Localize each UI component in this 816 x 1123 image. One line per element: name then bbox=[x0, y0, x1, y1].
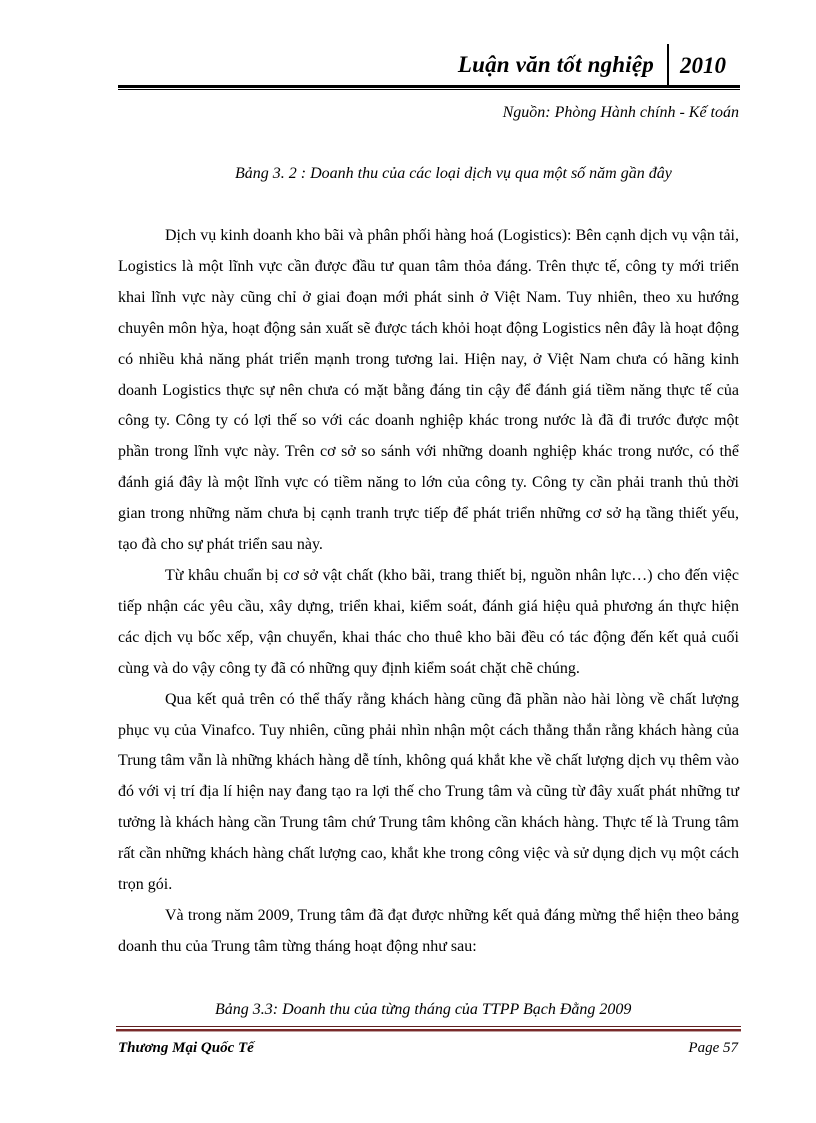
header-year: 2010 bbox=[680, 53, 726, 78]
body-text bbox=[118, 221, 739, 963]
footer-rule-top bbox=[116, 1026, 741, 1027]
header-title: Luận văn tốt nghiệp bbox=[457, 52, 654, 77]
page-number: Page 57 bbox=[688, 1040, 738, 1056]
paragraph: Dịch vụ kinh doanh kho bãi và phân phối hàng hoá (Logistics): Bên cạnh dịch vụ vận tải, Logistics là một lĩnh vực cần được đầu tư quan tâm thỏa đáng. Trên thực tế, công ty mới triển khai lĩnh vực này cũng chỉ ở giai đoạn mới phát sinh ở Việt Nam. Tuy nhiên, theo xu hướng chuyên môn hỳa, hoạt động sản xuất sẽ được tách khỏi hoạt động Logistics nên đây là hoạt động có nhiều khả năng phát triển mạnh trong tương lai. Hiện nay, ở Việt Nam chưa có hãng kinh doanh Logistics thực sự nên chưa có mặt bằng đáng tin cậy để đánh giá tiềm năng thực tế của công ty. Công ty có lợi thế so với các doanh nghiệp khác trong nước là đã đi trước được một phần trong lĩnh vực này. Trên cơ sở so sánh với những doanh nghiệp khác trong nước, có thể đánh giá đây là một lĩnh vực có tiềm năng to lớn của công ty. Công ty cần phải tranh thủ thời gian trong những năm chưa bị cạnh tranh trực tiếp để phát triển những cơ sở hạ tầng thiết yếu, tạo đà cho sự phát triển sau này. bbox=[118, 227, 739, 554]
table-caption-top: Bảng 3. 2 : Doanh thu của các loại dịch vụ qua một số năm gần đây bbox=[235, 165, 672, 182]
footer-rule bbox=[116, 1029, 741, 1032]
footer-course: Thương Mại Quốc Tế bbox=[118, 1040, 254, 1056]
paragraph: Và trong năm 2009, Trung tâm đã đạt được những kết quả đáng mừng thể hiện theo bảng doanh thu của Trung tâm từng tháng hoạt động như sau: bbox=[118, 906, 739, 955]
header-rule bbox=[118, 85, 740, 90]
table-caption-bottom: Bảng 3.3: Doanh thu của từng tháng của TTPP Bạch Đằng 2009 bbox=[215, 1001, 632, 1018]
paragraph: Qua kết quả trên có thể thấy rằng khách hàng cũng đã phần nào hài lòng về chất lượng phục vụ của Vinafco. Tuy nhiên, cũng phải nhìn nhận một cách thẳng thắn rằng khách hàng của Trung tâm vẫn là những khách hàng dễ tính, không quá khắt khe về chất lượng dịch vụ thêm vào đó với vị trí địa lí hiện nay đang tạo ra lợi thế cho Trung tâm và cũng từ đây xuất phát những tư tưởng là khách hàng cần Trung tâm chứ Trung tâm không cần khách hàng. Thực tế là Trung tâm rất cần những khách hàng chất lượng cao, khắt khe trong công việc và sử dụng dịch vụ một cách trọn gói. bbox=[118, 690, 739, 894]
paragraph: Từ khâu chuẩn bị cơ sở vật chất (kho bãi, trang thiết bị, nguồn nhân lực…) cho đến việc tiếp nhận các yêu cầu, xây dựng, triển khai, kiểm soát, đánh giá hiệu quả phương án thực hiện các dịch vụ bốc xếp, vận chuyển, khai thác cho thuê kho bãi đều có tác động đến kết quả cuối cùng và do vậy công ty đã có những quy định kiểm soát chặt chẽ chúng. bbox=[118, 566, 739, 677]
page-header bbox=[0, 44, 816, 94]
header-divider bbox=[667, 44, 669, 87]
source-note: Nguồn: Phòng Hành chính - Kế toán bbox=[502, 104, 739, 121]
